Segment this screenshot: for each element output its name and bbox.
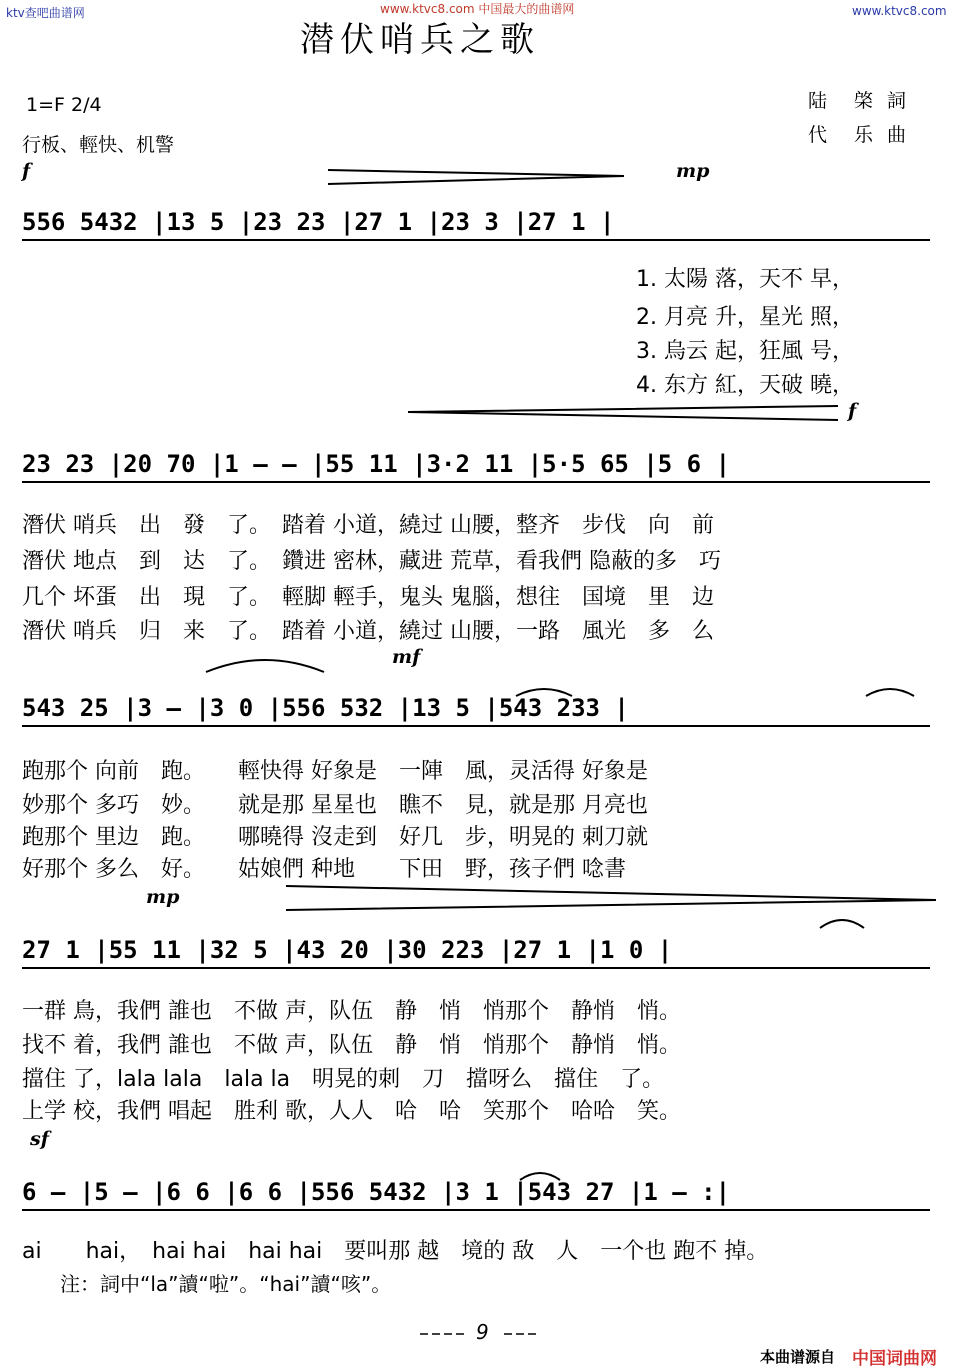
notation-row-2: 23 23 |20 70 |1 — — |55 11 |3·2 11 |5·5 65 |5 6 | <box>22 450 731 478</box>
lyric-line: 2. 月亮 升，星光 照， <box>636 305 854 330</box>
decrescendo-hairpin <box>328 170 624 184</box>
tie-slur <box>520 1173 560 1180</box>
lyric-line: 潛伏 地点 到 达 了。 鑽进 密林，藏进 荒草，看我們 隐蔽的多 巧 <box>22 549 721 574</box>
tie-slur <box>516 689 572 696</box>
dynamic-mezzo-piano: mp <box>146 886 180 908</box>
crescendo-hairpin <box>408 406 838 420</box>
lyricist-credit: 陆 棨 詞 <box>808 90 911 112</box>
lyric-line: 上学 校，我們 唱起 胜利 歌，人人 哈 哈 笑那个 哈哈 笑。 <box>22 1099 681 1124</box>
tie-slur <box>866 689 914 696</box>
tempo-marking: 行板、輕快、机警 <box>22 134 175 156</box>
watermark-left: ktv查吧曲谱网 <box>6 6 85 20</box>
lyric-line: 跑那个 里边 跑。 哪曉得 沒走到 好几 步，明晃的 刺刀就 <box>22 825 648 850</box>
lyric-line: 1. 太陽 落，天不 早， <box>636 267 854 292</box>
lyric-line: 潛伏 哨兵 出 發 了。 踏着 小道，繞过 山腰，整齐 步伐 向 前 <box>22 513 714 538</box>
lyric-line: 潛伏 哨兵 归 来 了。 踏着 小道，繞过 山腰，一路 風光 多 么 <box>22 619 714 644</box>
composer-credit: 代 乐 曲 <box>808 124 911 146</box>
notation-row-5: 6 — |5 — |6 6 |6 6 |556 5432 |3 1 |543 27 |1 — :| <box>22 1178 731 1206</box>
tie-slur <box>820 920 864 928</box>
song-title: 潜伏哨兵之歌 <box>300 20 540 60</box>
lyric-line: ai hai， hai hai hai hai 要叫那 越 境的 敌 人 一个也 跑不 掉。 <box>22 1239 769 1264</box>
dynamic-mezzo-piano: mp <box>676 160 710 182</box>
page-number: 9 <box>476 1320 489 1344</box>
key-time-signature: 1=F 2/4 <box>26 94 102 116</box>
footnote: 注：詞中“la”讀“啦”。“hai”讀“咳”。 <box>60 1272 392 1296</box>
lyric-line: 一群 鳥，我們 誰也 不做 声，队伍 静 悄 悄那个 静悄 悄。 <box>22 999 681 1024</box>
notation-row-3: 543 25 |3 — |3 0 |556 532 |13 5 |543 233 | <box>22 694 629 722</box>
dynamic-forte: f <box>848 400 857 422</box>
notation-row-4: 27 1 |55 11 |32 5 |43 20 |30 223 |27 1 |1 0 | <box>22 936 673 964</box>
watermark-right: www.ktvc8.com <box>852 4 947 18</box>
dynamic-sforzando: sf <box>30 1128 49 1150</box>
lyric-line: 妙那个 多巧 妙。 就是那 星星也 瞧不 見，就是那 月亮也 <box>22 793 648 818</box>
lyric-line: 几个 坏蛋 出 現 了。 輕脚 輕手，鬼头 鬼腦，想往 国境 里 边 <box>22 585 714 610</box>
lyric-line: 4. 东方 紅，天破 曉， <box>636 373 854 398</box>
dynamic-forte: f <box>22 160 31 182</box>
lyric-line: 好那个 多么 好。 姑娘們 种地 下田 野，孩子們 唸書 <box>22 857 626 882</box>
notation-row-1: 556 5432 |13 5 |23 23 |27 1 |23 3 |27 1 | <box>22 208 615 236</box>
lyric-line: 擋住 了，lala lala lala la 明晃的刺 刀 擋呀么 擋住 了。 <box>22 1067 665 1092</box>
decrescendo-hairpin <box>286 886 936 910</box>
tie-slur <box>206 660 324 672</box>
watermark-center: www.ktvc8.com 中国最大的曲谱网 <box>380 2 575 16</box>
lyric-line: 找不 着，我們 誰也 不做 声，队伍 静 悄 悄那个 静悄 悄。 <box>22 1033 681 1058</box>
lyric-line: 跑那个 向前 跑。 輕快得 好象是 一陣 風，灵活得 好象是 <box>22 759 648 784</box>
dynamic-mezzo-forte: mf <box>392 646 421 668</box>
footer-source-label: 本曲谱源自 <box>760 1348 836 1366</box>
lyric-line: 3. 烏云 起，狂風 号， <box>636 339 854 364</box>
footer-site-name: 中国词曲网 <box>852 1349 937 1369</box>
beam-lines <box>22 240 930 1210</box>
